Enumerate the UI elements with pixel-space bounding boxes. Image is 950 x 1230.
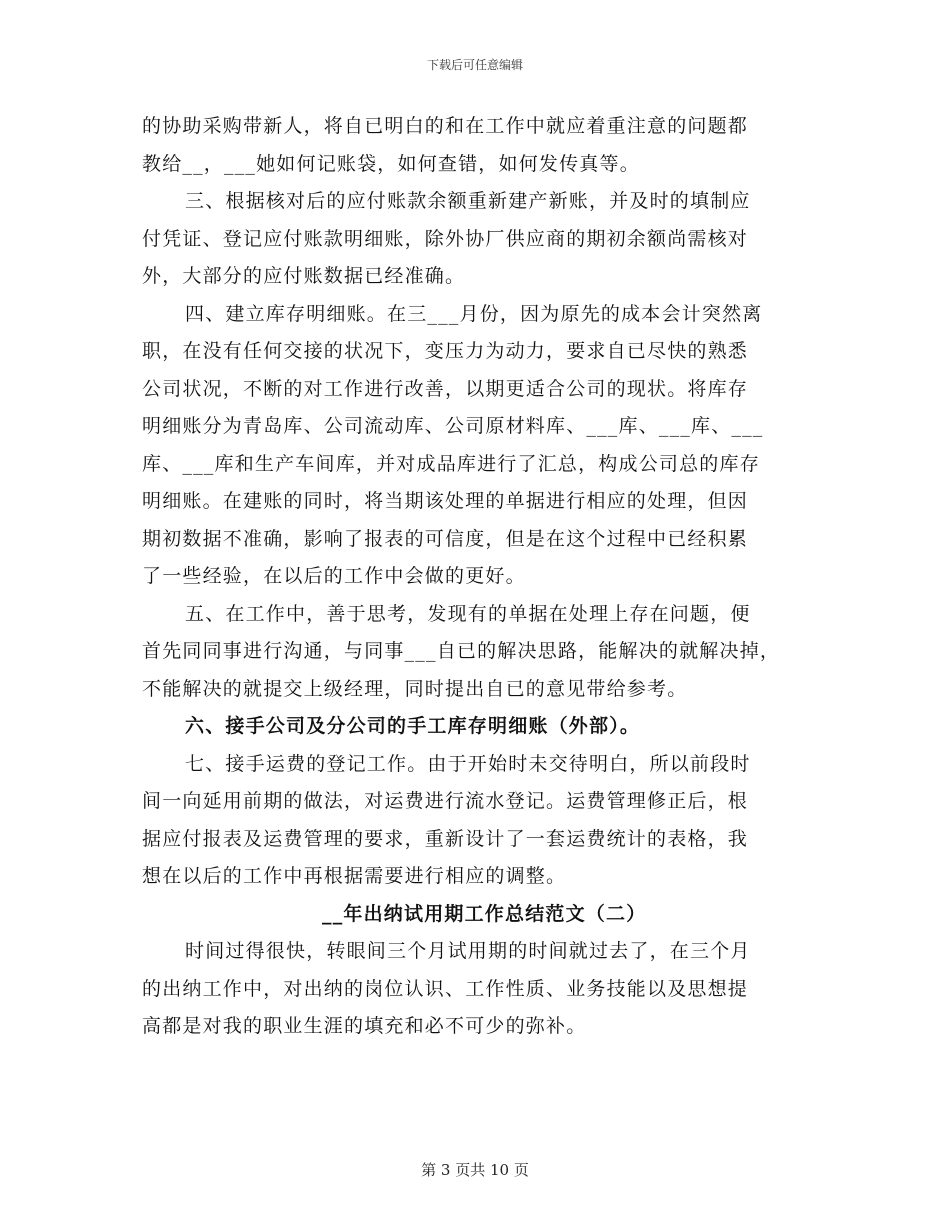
paragraph-start: 时间过得很快，转眼间三个月试用期的时间就过去了，在三个月: [185, 940, 751, 962]
bold-item-heading: 六、接手公司及分公司的手工库存明细账（外部）。: [185, 715, 641, 737]
body-line: 间一向延用前期的做法，对运费进行流水登记。运费管理修正后，根: [142, 790, 749, 812]
body-line: 库、___库和生产车间库，并对成品库进行了汇总，构成公司总的库存: [142, 452, 760, 475]
paragraph-start: 三、根据核对后的应付账款余额重新建产新账，并及时的填制应: [185, 190, 751, 212]
body-line: 想在以后的工作中再根据需要进行相应的调整。: [142, 865, 567, 887]
body-line: 教给__，___她如何记账袋，如何查错，如何发传真等。: [142, 152, 640, 175]
body-line: 首先同同事进行沟通，与同事___自已的解决思路，能解决的就解决掉，: [142, 640, 781, 662]
body-line: 明细账分为青岛库、公司流动库、公司原材料库、___库、___库、___: [142, 415, 764, 437]
paragraph-start: 五、在工作中，善于思考，发现有的单据在处理上存在问题，便: [185, 602, 751, 625]
document-body: [142, 108, 810, 1046]
body-line: 期初数据不准确，影响了报表的可信度，但是在这个过程中已经积累: [142, 527, 749, 550]
body-line: 高都是对我的职业生涯的填充和必不可少的弥补。: [142, 1015, 587, 1037]
paragraph-start: 七、接手运费的登记工作。由于开始时未交待明白，所以前段时: [185, 752, 751, 775]
body-line: 外，大部分的应付账数据已经准确。: [142, 265, 466, 287]
body-line: 不能解决的就提交上级经理，同时提出自已的意见带给参考。: [142, 677, 688, 700]
page-number: 第 3 页共 10 页: [421, 1161, 529, 1179]
section-title: __年出纳试用期工作总结范文（二）: [322, 902, 647, 925]
body-line: 的协助采购带新人，将自已明白的和在工作中就应着重注意的问题都: [142, 115, 749, 137]
body-line: 的出纳工作中，对出纳的岗位认识、工作性质、业务技能以及思想提: [142, 977, 749, 1000]
body-line: 据应付报表及运费管理的要求，重新设计了一套运费统计的表格，我: [142, 827, 749, 850]
body-line: 付凭证、登记应付账款明细账，除外协厂供应商的期初余额尚需核对: [142, 227, 749, 250]
body-line: 了一些经验，在以后的工作中会做的更好。: [142, 565, 526, 587]
paragraph-start: 四、建立库存明细账。在三___月份，因为原先的成本会计突然离: [185, 302, 763, 325]
body-line: 职，在没有任何交接的状况下，变压力为动力，要求自已尽快的熟悉: [142, 340, 749, 362]
page-header: 下载后可任意编辑: [426, 58, 523, 72]
body-line: 明细账。在建账的同时，将当期该处理的单据进行相应的处理，但因: [142, 490, 749, 512]
body-line: 公司状况，不断的对工作进行改善，以期更适合公司的现状。将库存: [142, 377, 749, 400]
